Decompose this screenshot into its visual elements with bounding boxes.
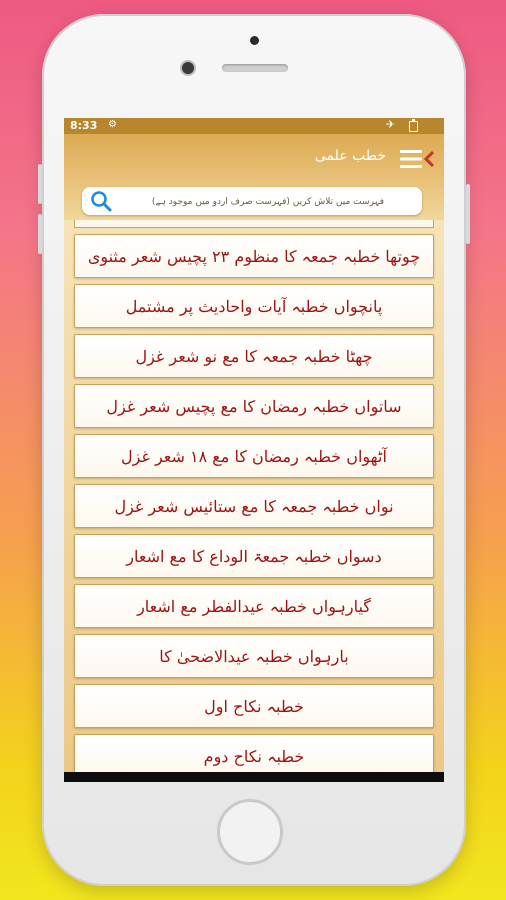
volume-button xyxy=(38,214,42,254)
app-screen xyxy=(64,118,444,782)
menu-icon[interactable] xyxy=(400,148,434,170)
list-item[interactable] xyxy=(74,434,434,478)
status-bar xyxy=(64,118,444,134)
list-item-label: چوتھا خطبہ جمعہ کا منظوم ۲۳ پچیس شعر مثنوی xyxy=(87,246,421,266)
list-item-partial[interactable] xyxy=(74,220,434,228)
list-item[interactable] xyxy=(74,734,434,772)
app-title: خطب علمی xyxy=(314,148,386,164)
power-button xyxy=(466,184,470,244)
phone-frame xyxy=(42,14,466,886)
front-camera xyxy=(182,62,194,74)
khutbah-list xyxy=(64,220,444,772)
list-item[interactable] xyxy=(74,534,434,578)
front-sensor xyxy=(250,36,259,45)
list-item-label: بارہواں خطبہ عیدالاضحیٰ کا xyxy=(159,646,349,666)
navigation-bar xyxy=(64,772,444,782)
list-item[interactable] xyxy=(74,384,434,428)
list-item-label: آٹھواں خطبہ رمضان کا مع ۱۸ شعر غزل xyxy=(121,446,387,466)
list-item[interactable] xyxy=(74,684,434,728)
status-time: 8:33 xyxy=(70,119,98,132)
airplane-mode-icon: ✈ xyxy=(386,118,396,131)
search-input[interactable] xyxy=(118,190,418,214)
search-icon[interactable] xyxy=(90,190,112,212)
list-item[interactable] xyxy=(74,334,434,378)
app-bar xyxy=(64,134,444,182)
list-item-label: نواں خطبہ جمعہ کا مع ستائیس شعر غزل xyxy=(114,496,394,516)
list-item[interactable] xyxy=(74,484,434,528)
list-item[interactable] xyxy=(74,284,434,328)
list-item-label: ساتواں خطبہ رمضان کا مع پچیس شعر غزل xyxy=(106,396,402,416)
list-item-label: خطبہ نکاح دوم xyxy=(203,746,305,766)
list-item-label: دسواں خطبہ جمعۃ الوداع کا مع اشعار xyxy=(126,546,382,566)
search-box[interactable] xyxy=(82,187,422,215)
list-item-label: خطبہ نکاح اول xyxy=(204,696,304,716)
list-item[interactable] xyxy=(74,634,434,678)
list-item-label: پانچواں خطبہ آیات واحادیث پر مشتمل xyxy=(125,296,383,316)
list-item[interactable] xyxy=(74,234,434,278)
search-bar-area xyxy=(64,182,444,220)
list-item-label: گیارہواں خطبہ عیدالفطر مع اشعار xyxy=(137,596,371,616)
earpiece-speaker xyxy=(222,64,288,72)
battery-icon xyxy=(409,121,418,132)
list-item-label: چھٹا خطبہ جمعہ کا مع نو شعر غزل xyxy=(135,346,373,366)
volume-button xyxy=(38,164,42,204)
home-button[interactable] xyxy=(217,799,283,865)
settings-status-icon: ⚙ xyxy=(108,119,117,130)
list-item[interactable] xyxy=(74,584,434,628)
